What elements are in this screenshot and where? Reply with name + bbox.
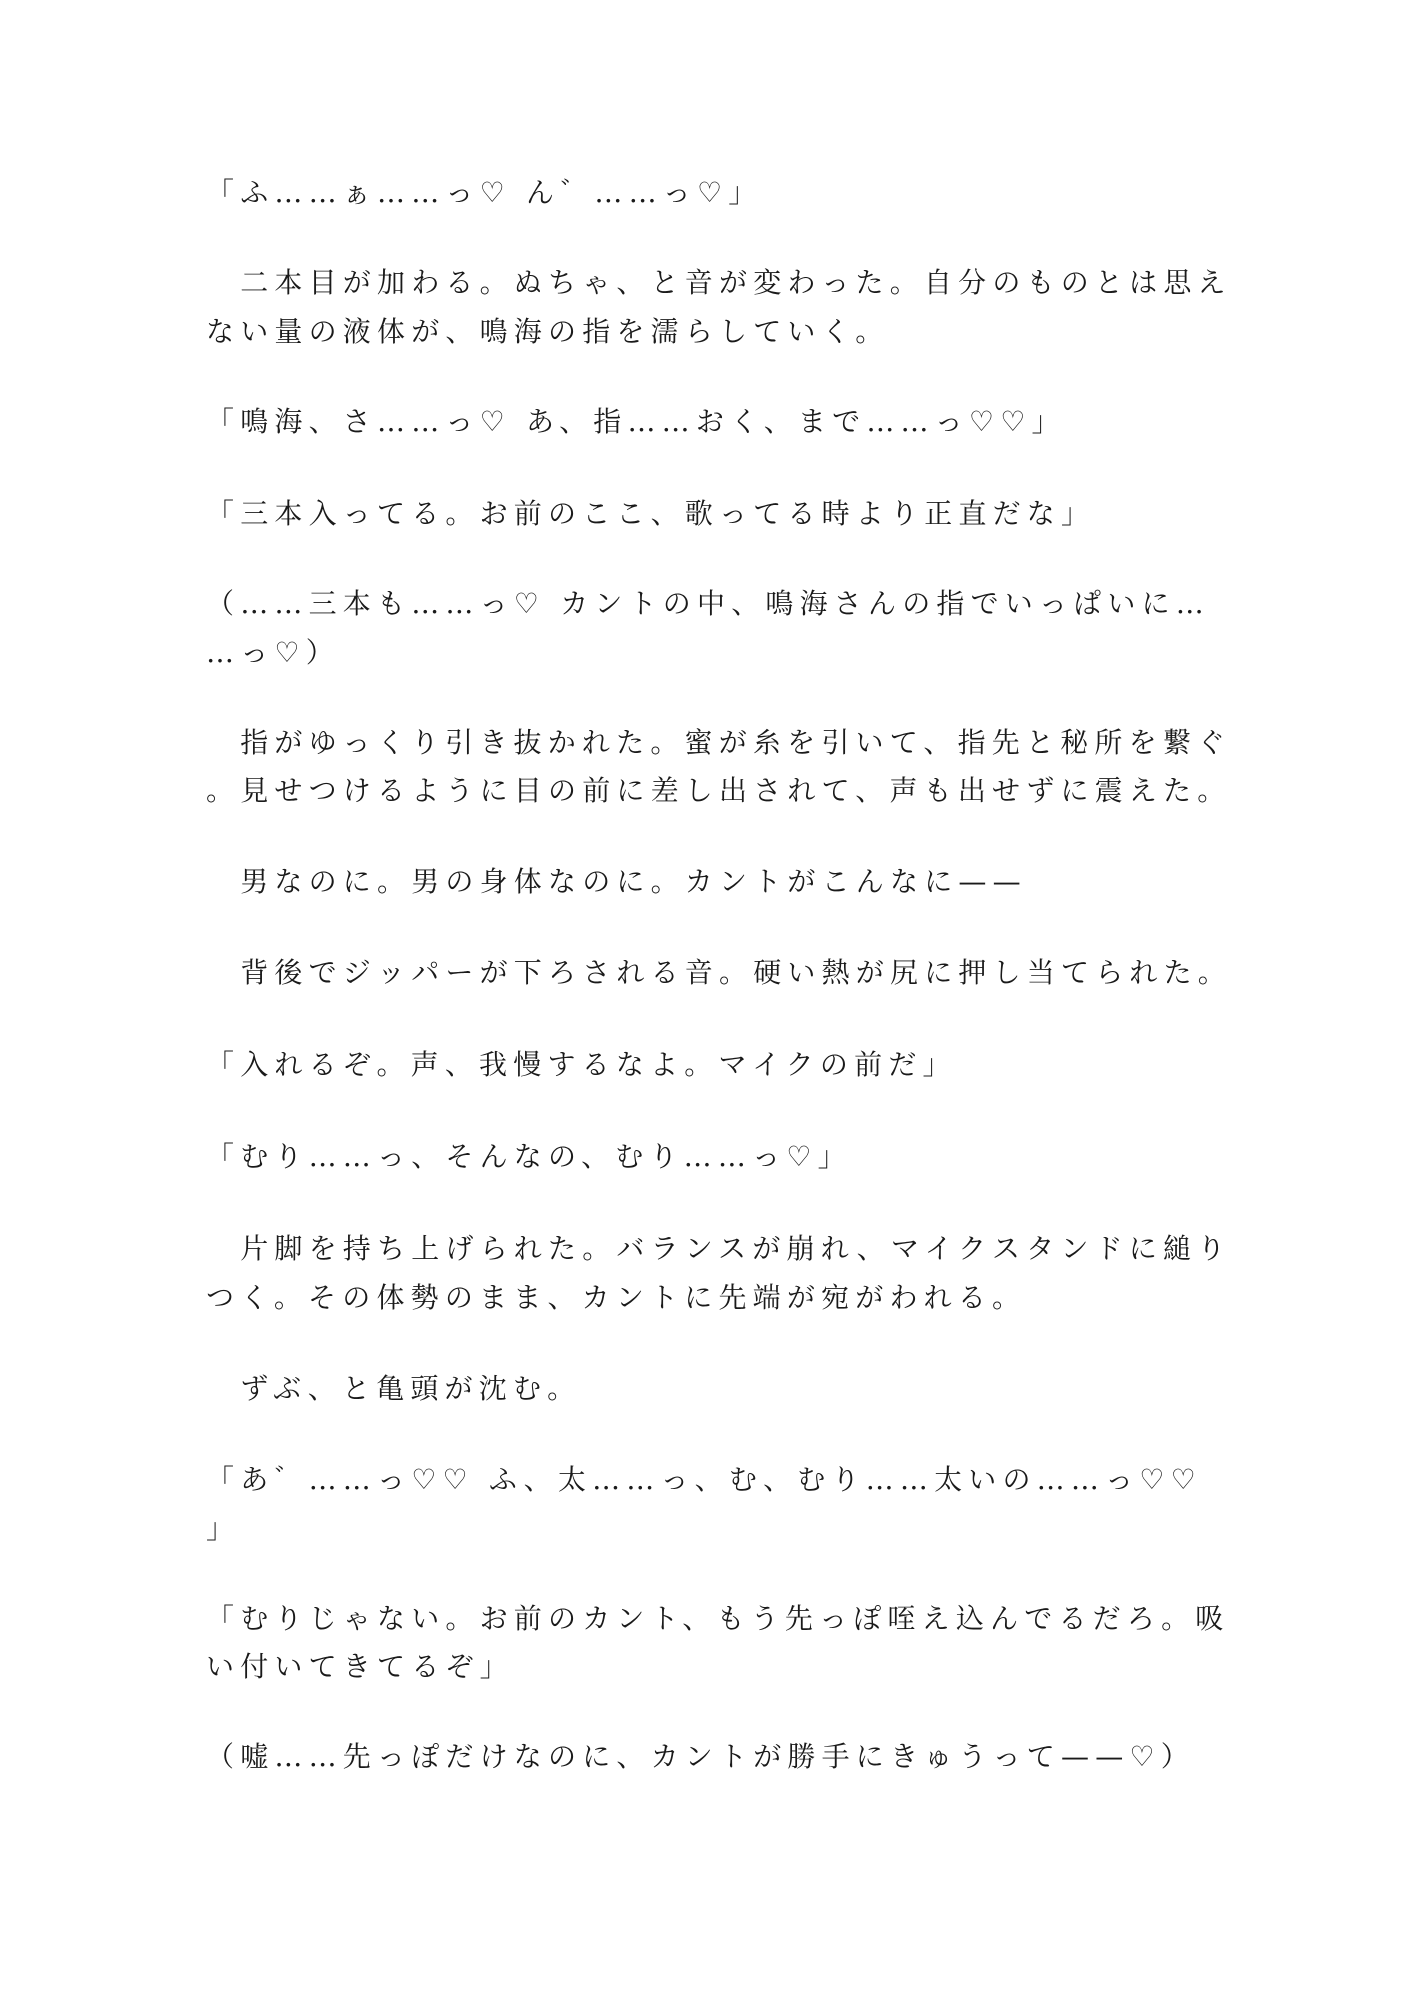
paragraph-line: ない量の液体が、鳴海の指を濡らしていく。 (206, 315, 890, 348)
paragraph-line: （……三本も……っ♡ カントの中、鳴海さんの指でいっぱいに… (206, 587, 1211, 620)
paragraph-line: （嘘……先っぽだけなのに、カントが勝手にきゅうって——♡） (206, 1740, 1195, 1773)
paragraph-line: い付いてきてるぞ」 (206, 1650, 514, 1683)
paragraph-line: 」 (206, 1512, 241, 1545)
paragraph-line: 「ふ……ぁ……っ♡ ん゛……っ♡」 (206, 176, 763, 209)
paragraph-line: 指がゆっくり引き抜かれた。蜜が糸を引いて、指先と秘所を繋ぐ (206, 726, 1232, 759)
paragraph-line: 「むり……っ、そんなの、むり……っ♡」 (206, 1140, 852, 1173)
paragraph-line: ずぶ、と亀頭が沈む。 (206, 1372, 582, 1405)
paragraph-line: 二本目が加わる。ぬちゃ、と音が変わった。自分のものとは思え (206, 266, 1232, 299)
paragraph-line: …っ♡） (206, 636, 340, 669)
paragraph-line: 片脚を持ち上げられた。バランスが崩れ、マイクスタンドに縋り (206, 1232, 1232, 1265)
paragraph-line: 「鳴海、さ……っ♡ あ、指……おく、まで……っ♡♡」 (206, 405, 1066, 438)
paragraph-line: 「あ゛……っ♡♡ ふ、太……っ、む、むり……太いの……っ♡♡ (206, 1463, 1202, 1496)
paragraph-line: つく。その体勢のまま、カントに先端が宛がわれる。 (206, 1281, 1027, 1314)
paragraph-line: 「むりじゃない。お前のカント、もう先っぽ咥え込んでるだろ。吸 (206, 1602, 1230, 1635)
paragraph-line: 男なのに。男の身体なのに。カントがこんなに—— (206, 865, 1027, 898)
paragraph-line: 「三本入ってる。お前のここ、歌ってる時より正直だな」 (206, 497, 1096, 530)
paragraph-line: 。見せつけるように目の前に差し出されて、声も出せずに震えた。 (206, 774, 1232, 807)
paragraph-line: 背後でジッパーが下ろされる音。硬い熱が尻に押し当てられた。 (206, 956, 1233, 989)
paragraph-line: 「入れるぞ。声、我慢するなよ。マイクの前だ」 (206, 1048, 957, 1081)
